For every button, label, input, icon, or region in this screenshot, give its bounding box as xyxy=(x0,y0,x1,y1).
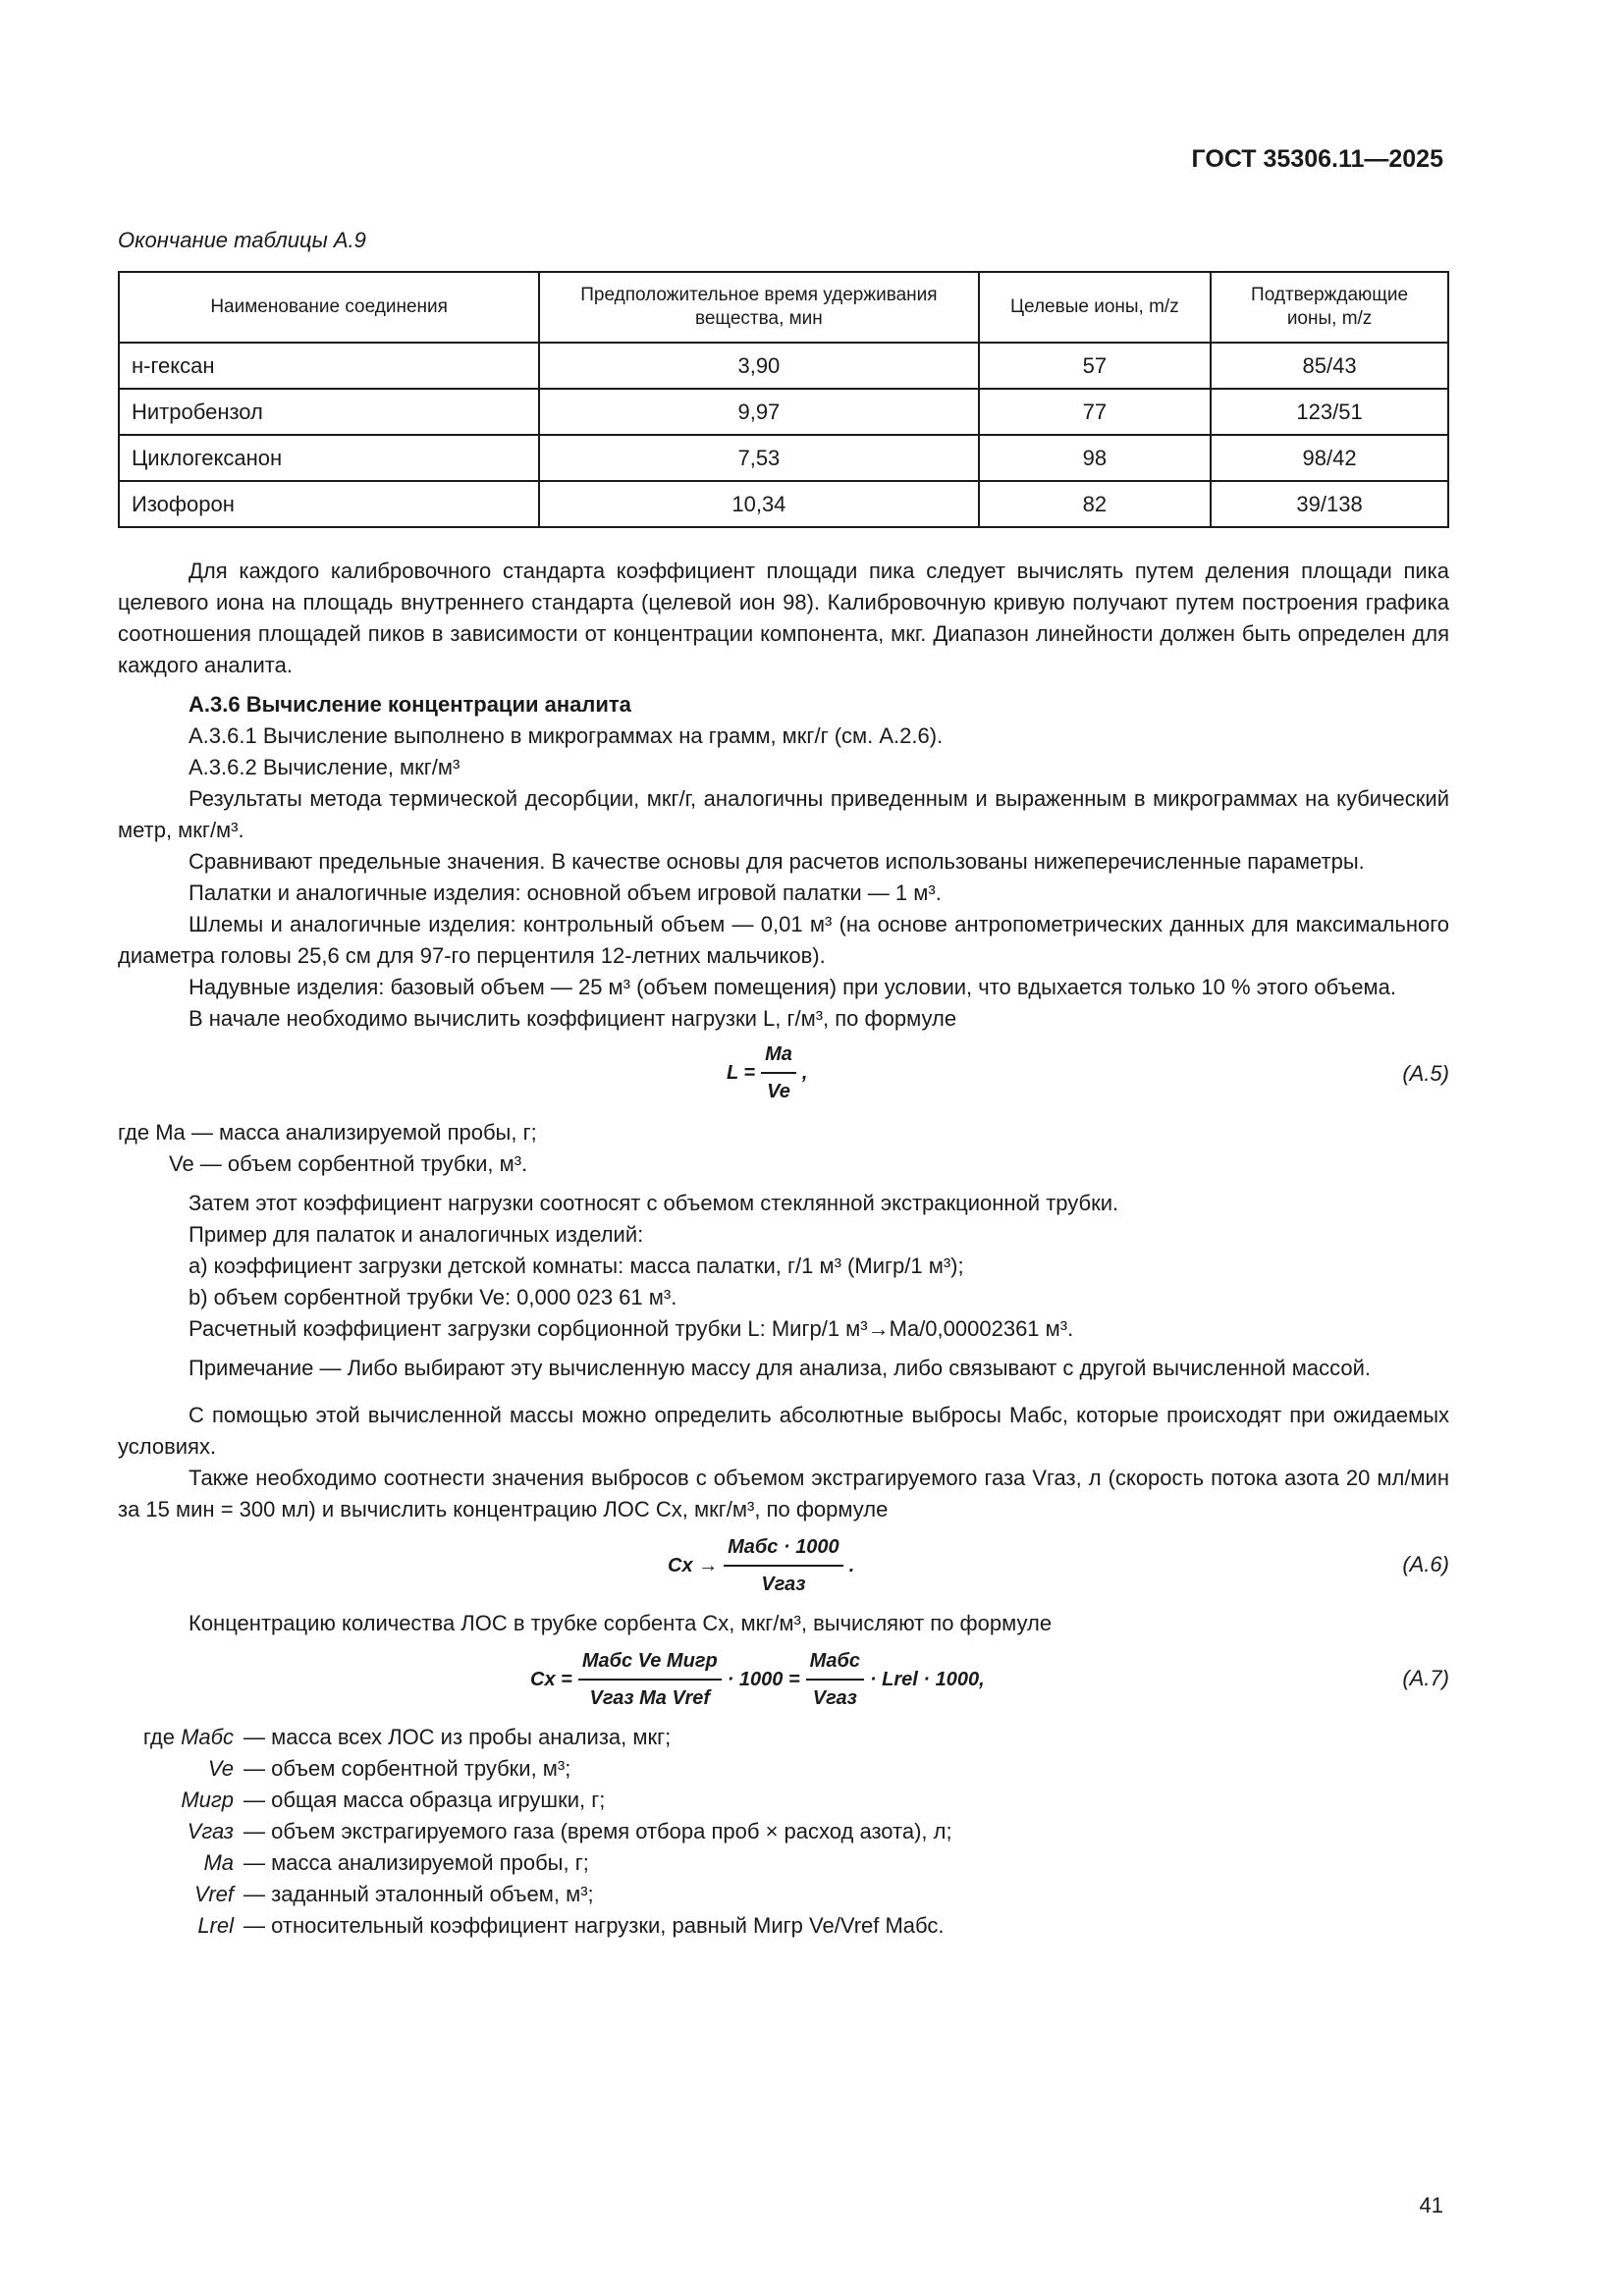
paragraph: Шлемы и аналогичные изделия: контрольный объем — 0,01 м³ (на основе антропометрических данных для максимального диаметра головы 25,6 см для 97-го перцентиля 12-летних мальчиков). xyxy=(118,912,1449,968)
formula-a6 xyxy=(118,1525,1449,1608)
table-cell: 7,53 xyxy=(539,435,978,481)
definitions-list xyxy=(118,1722,1449,1942)
table-row xyxy=(119,343,1448,389)
paragraph: Сравнивают предельные значения. В качестве основы для расчетов использованы нижеперечисленные параметры. xyxy=(189,849,1365,874)
numerator: Mабс · 1000 xyxy=(724,1531,843,1567)
definition-prefix: где xyxy=(142,1725,175,1749)
definition-row xyxy=(118,1722,1449,1753)
definition: где Ma — масса анализируемой пробы, г; xyxy=(118,1120,537,1145)
formula-tail: . xyxy=(848,1555,855,1576)
table-cell: 98/42 xyxy=(1211,435,1448,481)
note: Примечание — Либо выбирают эту вычисленную массу для анализа, либо связывают с другой вычисленной массой. xyxy=(189,1356,1372,1380)
paragraph: b) объем сорбентной трубки Ve: 0,000 023 61 м³. xyxy=(189,1285,677,1309)
table-cell: 57 xyxy=(979,343,1212,389)
symbol: Vref xyxy=(194,1882,234,1906)
definition-symbol xyxy=(118,1847,244,1879)
definition-symbol xyxy=(118,1753,244,1785)
denominator: Vгаз Ma Vref xyxy=(589,1687,711,1709)
definition: Ve — объем сорбентной трубки, м³. xyxy=(169,1151,528,1176)
definition-symbol xyxy=(118,1910,244,1942)
paragraph: В начале необходимо вычислить коэффициент нагрузки L, г/м³, по формуле xyxy=(189,1006,957,1031)
denominator: Vгаз xyxy=(812,1687,857,1709)
column-header: Подтверждающие ионы, m/z xyxy=(1211,272,1448,343)
symbol: Ve xyxy=(207,1756,234,1781)
formula-body xyxy=(727,1039,807,1107)
formula-lhs: Cx → xyxy=(668,1555,719,1576)
definition-text: — относительный коэффициент нагрузки, равный Mигр Ve/Vref Mабс. xyxy=(244,1913,945,1938)
paragraph: Для каждого калибровочного стандарта коэффициент площади пика следует вычислять путем деления площади пика целевого иона на площадь внутреннего стандарта (целевой ион 98). Калибровочную кривую получают путем построения графика соотношения площадей пиков в зависимости от концентрации компонента, мкг. Диапазон линейности должен быть определен для каждого аналита. xyxy=(118,559,1449,677)
formula-lhs: Cx = xyxy=(530,1669,572,1690)
table-cell: 123/51 xyxy=(1211,389,1448,435)
formula-tail: · Lrel · 1000, xyxy=(869,1669,985,1690)
table-row xyxy=(119,389,1448,435)
table-cell: н-гексан xyxy=(119,343,539,389)
paragraph: Расчетный коэффициент загрузки сорбционной трубки L: Mигр/1 м³→Ma/0,00002361 м³. xyxy=(189,1316,1074,1341)
symbol: Vгаз xyxy=(187,1819,234,1843)
paragraph: Также необходимо соотнести значения выбросов с объемом экстрагируемого газа Vгаз, л (скорость потока азота 20 мл/мин за 15 мин = 300 мл) и вычислить концентрацию ЛОС Cx, мкг/м³, по формуле xyxy=(118,1466,1449,1522)
table-cell: 9,97 xyxy=(539,389,978,435)
symbol: Lrel xyxy=(197,1913,234,1938)
table-cell: Изофорон xyxy=(119,481,539,527)
column-header: Наименование соединения xyxy=(119,272,539,343)
numerator: Mабс xyxy=(806,1645,864,1681)
formula-mid: · 1000 = xyxy=(727,1669,800,1690)
table-cell: 98 xyxy=(979,435,1212,481)
section-heading: А.3.6 Вычисление концентрации аналита xyxy=(189,692,631,717)
table-cell: 82 xyxy=(979,481,1212,527)
formula-number: (А.6) xyxy=(1402,1552,1449,1576)
definition-text: — общая масса образца игрушки, г; xyxy=(244,1788,606,1812)
fraction xyxy=(724,1531,843,1600)
definition-row xyxy=(118,1910,1449,1942)
formula-a5 xyxy=(118,1035,1449,1117)
paragraph: А.3.6.2 Вычисление, мкг/м³ xyxy=(189,755,460,779)
paragraph: Затем этот коэффициент нагрузки соотносят с объемом стеклянной экстракционной трубки. xyxy=(189,1191,1119,1215)
table-caption: Окончание таблицы А.9 xyxy=(118,228,366,252)
document-header: ГОСТ 35306.11—2025 xyxy=(1191,145,1443,173)
paragraph: a) коэффициент загрузки детской комнаты: масса палатки, г/1 м³ (Mигр/1 м³); xyxy=(189,1254,964,1278)
definition-row xyxy=(118,1753,1449,1785)
column-header: Предположительное время удерживания вещества, мин xyxy=(539,272,978,343)
definition-text: — масса анализируемой пробы, г; xyxy=(244,1850,589,1875)
table-row xyxy=(119,435,1448,481)
formula-body xyxy=(668,1531,854,1600)
definition-row xyxy=(118,1879,1449,1910)
table-cell: 3,90 xyxy=(539,343,978,389)
formula-tail: , xyxy=(801,1062,808,1084)
fraction xyxy=(761,1039,796,1107)
numerator: Mабс Ve Mигр xyxy=(578,1645,722,1681)
paragraph: Палатки и аналогичные изделия: основной объем игровой палатки — 1 м³. xyxy=(189,881,942,905)
definition-text: — заданный эталонный объем, м³; xyxy=(244,1882,594,1906)
formula-number: (А.5) xyxy=(1402,1061,1449,1086)
definition-symbol xyxy=(118,1879,244,1910)
fraction xyxy=(806,1645,864,1714)
table-cell: 39/138 xyxy=(1211,481,1448,527)
definition-text: — масса всех ЛОС из пробы анализа, мкг; xyxy=(244,1725,672,1749)
denominator: Ve xyxy=(767,1081,790,1102)
numerator: Ma xyxy=(761,1039,796,1074)
paragraph: С помощью этой вычисленной массы можно определить абсолютные выбросы Mабс, которые происходят при ожидаемых условиях. xyxy=(118,1403,1449,1459)
definition-symbol xyxy=(118,1816,244,1847)
table-header-row xyxy=(119,272,1448,343)
table-row xyxy=(119,481,1448,527)
definition-text: — объем сорбентной трубки, м³; xyxy=(244,1756,571,1781)
definition-symbol xyxy=(118,1722,244,1753)
column-header: Целевые ионы, m/z xyxy=(979,272,1212,343)
paragraph: А.3.6.1 Вычисление выполнено в микрограммах на грамм, мкг/г (см. А.2.6). xyxy=(189,723,944,748)
fraction xyxy=(578,1645,722,1714)
paragraph: Пример для палаток и аналогичных изделий: xyxy=(189,1222,644,1247)
definition-text: — объем экстрагируемого газа (время отбора проб × расход азота), л; xyxy=(244,1819,952,1843)
definition-symbol xyxy=(118,1785,244,1816)
table-cell: 77 xyxy=(979,389,1212,435)
table-cell: Циклогексанон xyxy=(119,435,539,481)
formula-number: (А.7) xyxy=(1402,1666,1449,1690)
symbol: Ma xyxy=(203,1850,234,1875)
formula-body xyxy=(530,1645,985,1714)
formula-lhs: L = xyxy=(727,1062,756,1084)
table-cell: Нитробензол xyxy=(119,389,539,435)
paragraph: Концентрацию количества ЛОС в трубке сорбента Cx, мкг/м³, вычисляют по формуле xyxy=(189,1611,1053,1635)
denominator: Vгаз xyxy=(761,1574,806,1595)
table-cell: 85/43 xyxy=(1211,343,1448,389)
definition-row xyxy=(118,1847,1449,1879)
formula-a7 xyxy=(118,1639,1449,1722)
table-cell: 10,34 xyxy=(539,481,978,527)
compounds-table xyxy=(118,271,1449,528)
symbol: Mабс xyxy=(181,1725,234,1749)
symbol: Mигр xyxy=(181,1788,234,1812)
document-body xyxy=(118,556,1449,1942)
paragraph: Надувные изделия: базовый объем — 25 м³ (объем помещения) при условии, что вдыхается только 10 % этого объема. xyxy=(189,975,1396,999)
definition-row xyxy=(118,1785,1449,1816)
page-number: 41 xyxy=(1419,2193,1443,2217)
paragraph: Результаты метода термической десорбции, мкг/г, аналогичны приведенным и выраженным в микрограммах на кубический метр, мкг/м³. xyxy=(118,786,1449,842)
definition-row xyxy=(118,1816,1449,1847)
